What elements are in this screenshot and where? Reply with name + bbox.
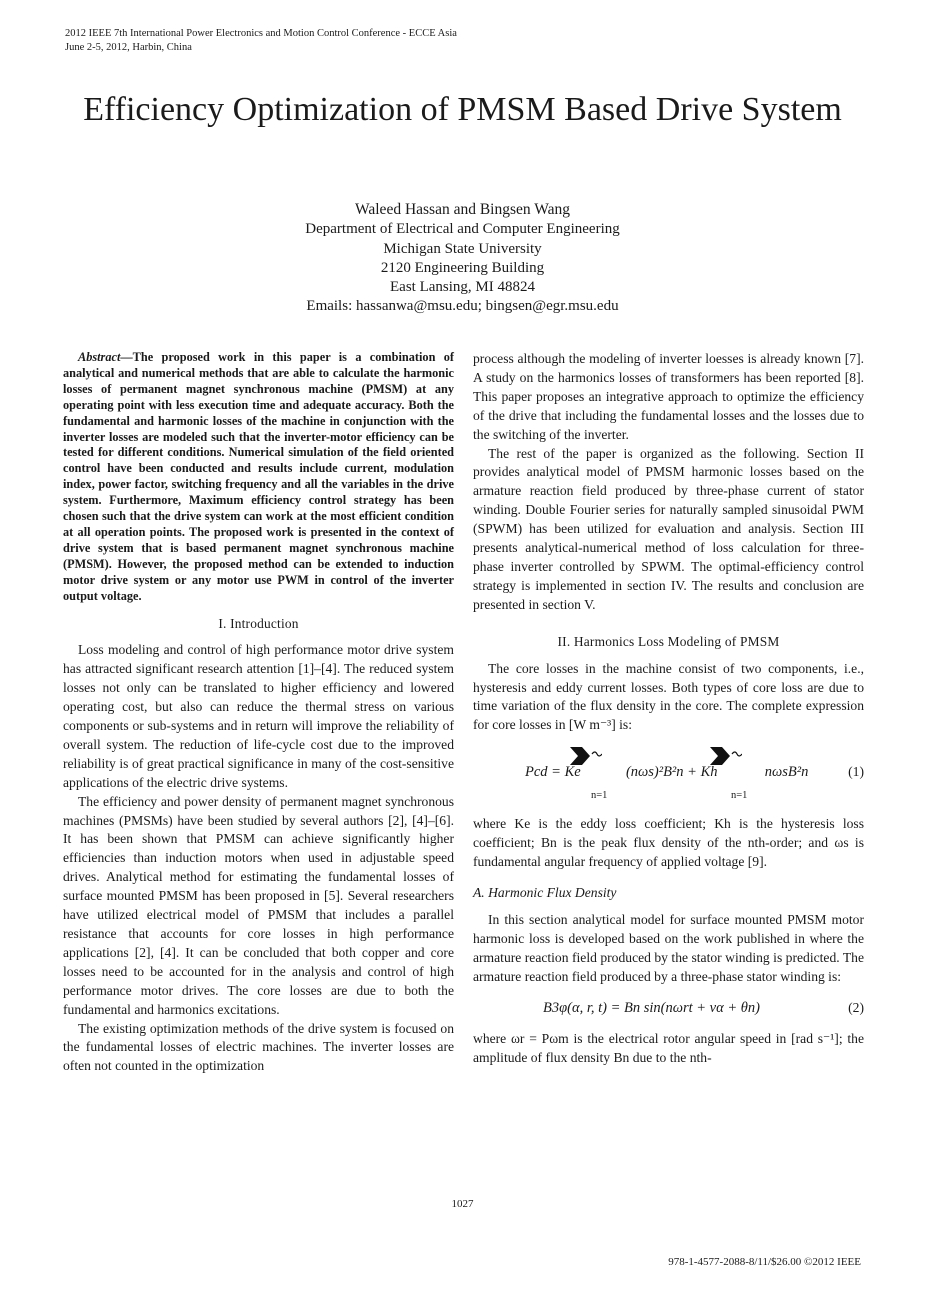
section-2-heading: II. Harmonics Loss Modeling of PMSM xyxy=(557,633,780,649)
eq1-term2: nωsB²n xyxy=(764,764,809,781)
eq1-lhs: Pcd = Ke xyxy=(525,764,581,781)
equation-2 xyxy=(473,996,864,1024)
author-block xyxy=(0,200,925,317)
intro-paragraph-4: process although the modeling of inverter loesses is already known [7]. A study on the harmonics losses of transformers has been reported [8]. This paper proposes an integrative approach to optimize the efficiency of the drive that including the fundamental losses and the losses due to the switching of the inverter. xyxy=(473,351,864,442)
equation-1 xyxy=(473,747,864,807)
author-department: Department of Electrical and Computer Engineering xyxy=(305,221,620,238)
abstract-text: —The proposed work in this paper is a combination of analytical and numerical methods that are able to calculate the harmonic losses of permanent magnet synchronous machine (PMSM) at any operating point with less execution time and adequate accuracy. Both the fundamental and harmonic losses of the machine in conjunction with the inverter losses are modeled such that the inverter-motor efficiency can be tested for different conditions. Numerical simulation of the field oriented control have been conducted and results include current, modulation index, power factor, switching frequency and all the variables in the drive system. Furthermore, Maximum efficiency control strategy has been chosen such that the drive system can work at the most efficient condition at all operation points. The proposed work is presented in the context of drive system that is based permanent magnet synchronous machine (PMSM). However, the proposed method can be extended to induction motor drive system or any motor use PWM in control of the inverter output voltage. xyxy=(63,350,454,603)
eq1-limit-2: n=1 xyxy=(731,790,748,802)
abstract xyxy=(63,350,454,605)
intro-paragraph-1: Loss modeling and control of high performance motor drive system has attracted significant research attention [1]–[4]. The reduced system losses not only can be translated to higher efficiency and lowered operating cost, but also can reduce the thermal stress on various components or sub-systems and in return will improve the reliability of overall system. The reduction of life-cycle cost due to the improved reliability is of great practical significance in many of the cost-sensitive applications of the electric drive systems. xyxy=(63,642,454,790)
page-number: 1027 xyxy=(451,1198,474,1210)
core-loss-paragraph: The core losses in the machine consist of two components, i.e., hysteresis and eddy current losses. Both types of core loss are due to time variation of the flux density in the core. The complete expression for core losses in [W m⁻³] is: xyxy=(473,660,864,733)
eq1-limit-1: n=1 xyxy=(591,790,608,802)
conference-name: 2012 IEEE 7th International Power Electronics and Motion Control Conference - ECCE Asia xyxy=(65,28,457,39)
abstract-lead: Abstract xyxy=(78,350,121,364)
eq1-term1: (nωs)²B²n xyxy=(625,764,684,781)
eq1-plus: + Kh xyxy=(687,764,718,781)
author-building: 2120 Engineering Building xyxy=(380,259,545,276)
coefficient-paragraph: where Ke is the eddy loss coefficient; Kh is the hysteresis loss coefficient; Bn is the peak flux density of the nth-order; and ωs is fundamental angular frequency of applied voltage [9]. xyxy=(473,816,864,870)
equation-1-number: (1) xyxy=(848,764,864,780)
equation-1-body xyxy=(525,763,808,782)
section-1-heading: I. Introduction xyxy=(218,615,299,631)
equation-2-number: (2) xyxy=(848,1000,864,1016)
paper-title: Efficiency Optimization of PMSM Based Drive System xyxy=(83,91,842,128)
isbn-copyright: 978-1-4577-2088-8/11/$26.00 ©2012 IEEE xyxy=(668,1256,861,1268)
rotor-speed-paragraph: where ωr = Pωm is the electrical rotor angular speed in [rad s⁻¹]; the amplitude of flux density Bn due to the nth- xyxy=(473,1031,864,1066)
author-city: East Lansing, MI 48824 xyxy=(390,279,535,296)
equation-2-body: B3φ(α, r, t) = Bn sin(nωrt + vα + θn) xyxy=(543,1000,760,1017)
intro-paragraph-5: The rest of the paper is organized as the following. Section II provides analytical model of PMSM harmonic losses based on the armature reaction field produced by three-phase current of stator winding. Double Fourier series for naturally sampled sinusoidal PWM (SPWM) has been utilized for evaluation and analysis. Section III presents analytical-numerical method of loss calculation for three-phase inverter controlled by SPWM. The optimal-efficiency control strategy is implemented in section IV. The results and conclusion are presented in section V. xyxy=(473,445,864,612)
author-emails: Emails: hassanwa@msu.edu; bingsen@egr.msu.edu xyxy=(306,298,619,315)
author-university: Michigan State University xyxy=(383,240,542,257)
conference-header xyxy=(65,27,457,55)
subsection-a-heading: A. Harmonic Flux Density xyxy=(473,884,617,900)
left-column xyxy=(63,350,454,1076)
right-column xyxy=(473,350,864,1068)
author-names: Waleed Hassan and Bingsen Wang xyxy=(354,201,571,218)
intro-paragraph-2: The efficiency and power density of permanent magnet synchronous machines (PMSMs) have been studied by several authors [2], [4]–[6]. It has been shown that PMSM can achieve significantly higher efficiencies than induction motors when used in adjustable speed drives. Analytical method for estimating the fundamental losses of surface mounted PMSM has been proposed in [5]. Several researchers have utilized electrical model of PMSM that includes a parallel resistance that accounts for core losses in high performance applications [2], [4]. It can be concluded that both copper and core losses need to be accounted for in the analysis and control of high performance motor drives. The core losses are due to both the fundamental and harmonics excitations. xyxy=(63,793,454,1017)
flux-density-paragraph: In this section analytical model for surface mounted PMSM motor harmonic loss is developed based on the work published in where the armature reaction field produced by the stator winding is predicted. The armature reaction field produced by a three-phase stator winding is: xyxy=(473,911,864,984)
intro-paragraph-3: The existing optimization methods of the drive system is focused on the fundamental losses of electric machines. The inverter losses are often not counted in the optimization xyxy=(63,1020,454,1074)
conference-dates: June 2-5, 2012, Harbin, China xyxy=(65,42,192,53)
